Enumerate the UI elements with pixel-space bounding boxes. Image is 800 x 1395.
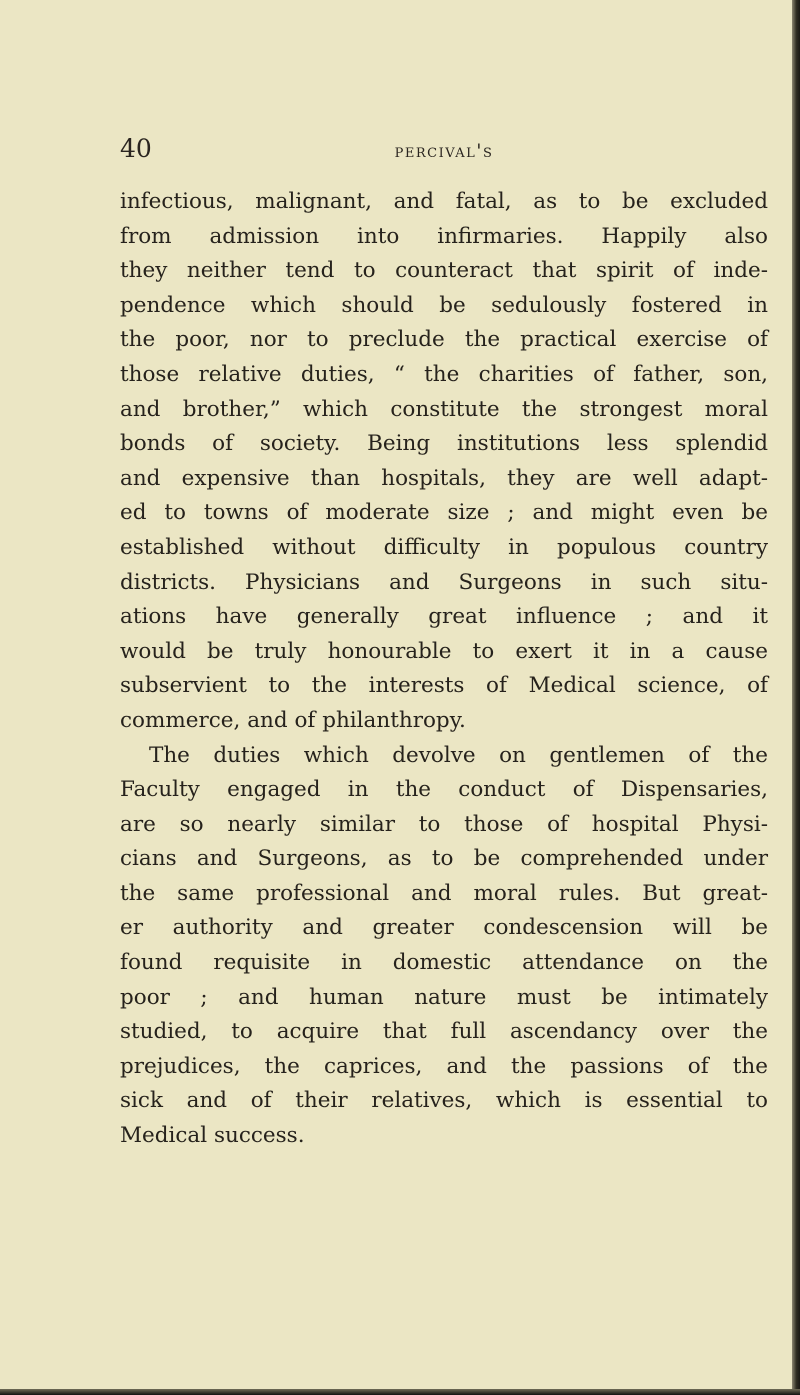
text-line: ed to towns of moderate size ; and might even be bbox=[120, 500, 768, 526]
running-title: percival's bbox=[394, 140, 494, 162]
text-line: the poor, nor to preclude the practical exercise of bbox=[120, 327, 768, 353]
paragraph-first-line: The duties which devolve on gentlemen of the bbox=[149, 742, 768, 768]
running-head bbox=[120, 134, 768, 174]
text-line: they neither tend to counteract that spirit of inde- bbox=[120, 258, 768, 284]
text-line: er authority and greater condescension will be bbox=[120, 915, 768, 941]
text-line: found requisite in domestic attendance on the bbox=[120, 950, 768, 976]
page-number: 40 bbox=[120, 134, 152, 163]
page-bottom-edge bbox=[0, 1389, 800, 1395]
text-line: districts. Physicians and Surgeons in such situ- bbox=[120, 569, 768, 595]
text-line: from admission into infirmaries. Happily also bbox=[120, 223, 768, 249]
paragraph-end-line: Medical success. bbox=[120, 1123, 305, 1149]
body-text bbox=[120, 185, 768, 1154]
text-line: are so nearly similar to those of hospital Physi- bbox=[120, 811, 768, 837]
text-line: established without difficulty in populous country bbox=[120, 534, 768, 560]
text-line: ations have generally great influence ; and it bbox=[120, 604, 768, 630]
text-line: bonds of society. Being institutions less splendid bbox=[120, 431, 768, 457]
text-line: cians and Surgeons, as to be comprehended under bbox=[120, 846, 768, 872]
page-edge bbox=[792, 0, 800, 1395]
text-line: pendence which should be sedulously fostered in bbox=[120, 292, 768, 318]
text-line: and brother,” which constitute the strongest moral bbox=[120, 396, 768, 422]
text-line: studied, to acquire that full ascendancy over the bbox=[120, 1019, 768, 1045]
text-line: subservient to the interests of Medical science, of bbox=[120, 673, 768, 699]
text-line: prejudices, the caprices, and the passions of the bbox=[120, 1053, 768, 1079]
text-line: and expensive than hospitals, they are well adapt- bbox=[120, 465, 768, 491]
text-line: would be truly honourable to exert it in a cause bbox=[120, 638, 768, 664]
text-line: sick and of their relatives, which is essential to bbox=[120, 1088, 768, 1114]
paragraph-end-line: commerce, and of philanthropy. bbox=[120, 707, 466, 733]
text-line: those relative duties, “ the charities of father, son, bbox=[120, 361, 768, 387]
text-line: Faculty engaged in the conduct of Dispensaries, bbox=[120, 777, 768, 803]
text-line: the same professional and moral rules. But great- bbox=[120, 880, 768, 906]
text-line: infectious, malignant, and fatal, as to be excluded bbox=[120, 189, 768, 214]
text-line: poor ; and human nature must be intimately bbox=[120, 984, 768, 1010]
